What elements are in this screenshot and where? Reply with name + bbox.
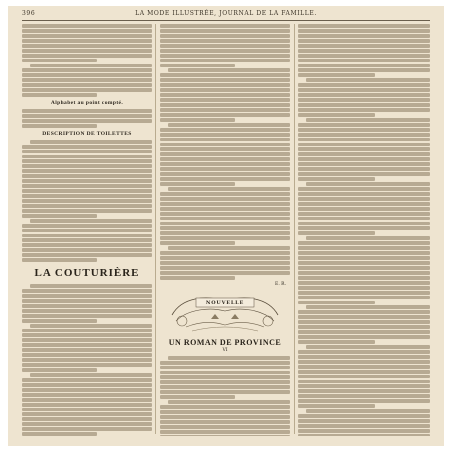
text-line (160, 152, 290, 156)
text-line (160, 88, 290, 92)
text-line (160, 182, 235, 186)
text-line (22, 189, 152, 193)
text-line (160, 54, 290, 58)
text-line (22, 39, 152, 43)
text-line (298, 172, 430, 176)
text-line (298, 226, 430, 230)
text-line (22, 88, 152, 92)
text-line (160, 361, 290, 365)
text-line (306, 305, 430, 309)
text-line (298, 177, 375, 181)
ornament-illustration (166, 291, 284, 335)
text-line (160, 29, 290, 33)
text-line (298, 39, 430, 43)
text-line (22, 333, 152, 337)
text-line (22, 294, 152, 298)
text-line (22, 253, 152, 257)
text-line (298, 399, 430, 403)
chapter-numeral: VI (222, 347, 228, 353)
text-line (22, 408, 152, 412)
text-line (160, 93, 290, 97)
text-line (298, 340, 375, 344)
text-line (160, 256, 290, 260)
text-line (160, 24, 290, 28)
text-line (22, 34, 152, 38)
text-line (22, 309, 152, 313)
text-line (298, 54, 430, 58)
text-line (22, 393, 152, 397)
text-line (160, 366, 290, 370)
text-line (22, 78, 152, 82)
text-line (298, 212, 430, 216)
text-line (298, 251, 430, 255)
roman-heading: UN ROMAN DE PROVINCE (168, 337, 282, 347)
text-line (298, 271, 430, 275)
text-line (30, 64, 152, 68)
text-line (298, 133, 430, 137)
text-line (168, 246, 290, 250)
text-line (298, 29, 430, 33)
text-line (30, 373, 152, 377)
text-line (22, 319, 97, 323)
text-line (22, 304, 152, 308)
text-line (160, 276, 235, 280)
text-line (160, 192, 290, 196)
text-line (160, 415, 290, 419)
text-line (298, 315, 430, 319)
text-line (298, 276, 430, 280)
text-line (298, 414, 430, 418)
text-line (160, 375, 290, 379)
text-line (22, 54, 152, 58)
text-line (160, 49, 290, 53)
text-line (298, 187, 430, 191)
header-rule (22, 20, 430, 21)
text-line (298, 192, 430, 196)
text-line (298, 207, 430, 211)
couturiere-heading: LA COUTURIÈRE (34, 267, 140, 280)
text-line (22, 363, 152, 367)
text-line (298, 404, 375, 408)
text-line (298, 128, 430, 132)
text-line (22, 59, 97, 63)
text-line (22, 83, 152, 87)
text-line (168, 187, 290, 191)
text-line (168, 400, 290, 404)
text-line (298, 222, 430, 226)
text-line (160, 395, 235, 399)
text-line (298, 162, 430, 166)
text-line (298, 98, 430, 102)
text-line (298, 231, 375, 235)
text-line (160, 113, 290, 117)
text-line (298, 152, 430, 156)
article-signature: E. R. (275, 281, 286, 287)
text-line (160, 212, 290, 216)
text-line (160, 251, 290, 255)
text-line (160, 271, 290, 275)
text-line (168, 356, 290, 360)
text-line (22, 398, 152, 402)
text-line (298, 83, 430, 87)
text-line (160, 380, 290, 384)
text-line (22, 388, 152, 392)
text-line (22, 155, 152, 159)
text-line (22, 204, 152, 208)
text-line (298, 384, 430, 388)
text-line (298, 266, 430, 270)
text-line (22, 248, 152, 252)
text-line (160, 103, 290, 107)
text-line (30, 140, 152, 144)
text-line (22, 353, 152, 357)
text-line (298, 147, 430, 151)
text-line (298, 93, 430, 97)
text-line (168, 68, 290, 72)
text-line (160, 425, 290, 429)
text-line (298, 73, 375, 77)
text-line (22, 329, 152, 333)
text-line (22, 93, 97, 97)
text-line (22, 73, 152, 77)
text-line (168, 123, 290, 127)
text-line (160, 39, 290, 43)
text-line (298, 49, 430, 53)
text-line (22, 174, 152, 178)
text-line (160, 162, 290, 166)
text-line (22, 403, 152, 407)
text-line (298, 24, 430, 28)
page-number: 396 (22, 10, 36, 17)
text-line (298, 217, 430, 221)
text-line (22, 159, 152, 163)
text-line (22, 29, 152, 33)
text-line (298, 419, 430, 423)
text-line (22, 314, 152, 318)
text-line (160, 217, 290, 221)
text-line (306, 345, 430, 349)
text-line (30, 324, 152, 328)
text-line (298, 291, 430, 295)
text-line (22, 124, 97, 128)
text-line (298, 434, 430, 436)
text-line (22, 179, 152, 183)
text-line (160, 157, 290, 161)
text-line (160, 78, 290, 82)
nouvelle-banner (166, 291, 284, 335)
text-line (160, 236, 290, 240)
text-line (298, 380, 430, 384)
alphabet-heading: Alphabet au point compté. (50, 100, 124, 107)
text-line (306, 118, 430, 122)
text-line (22, 378, 152, 382)
nouvelle-label: NOUVELLE (205, 299, 245, 306)
text-line (160, 371, 290, 375)
text-line (306, 182, 430, 186)
text-line (298, 365, 430, 369)
text-line (160, 147, 290, 151)
text-line (298, 143, 430, 147)
column-divider-right (294, 24, 295, 434)
text-line (160, 430, 290, 434)
toilettes-heading: DESCRIPTION DE TOILETTES (42, 130, 132, 137)
text-line (30, 219, 152, 223)
journal-title: LA MODE ILLUSTRÉE, JOURNAL DE LA FAMILLE. (135, 10, 317, 17)
text-line (22, 209, 152, 213)
text-line (22, 184, 152, 188)
text-line (160, 108, 290, 112)
text-line (22, 49, 152, 53)
text-line (298, 108, 430, 112)
text-line (298, 320, 430, 324)
text-line (298, 286, 430, 290)
text-line (22, 243, 152, 247)
text-line (306, 78, 430, 82)
text-line (160, 172, 290, 176)
text-line (160, 73, 290, 77)
text-line (298, 335, 430, 339)
text-line (160, 138, 290, 142)
column-left (22, 24, 152, 436)
text-line (298, 429, 430, 433)
text-line (298, 64, 430, 68)
text-line (22, 164, 152, 168)
text-line (22, 358, 152, 362)
text-line (22, 417, 152, 421)
text-line (298, 88, 430, 92)
text-line (298, 389, 430, 393)
text-line (30, 284, 152, 288)
text-line (22, 338, 152, 342)
text-line (298, 241, 430, 245)
text-line (306, 236, 430, 240)
text-line (298, 296, 430, 300)
text-line (298, 123, 430, 127)
text-line (298, 350, 430, 354)
text-line (160, 390, 290, 394)
text-line (298, 167, 430, 171)
text-line (160, 410, 290, 414)
text-line (22, 299, 152, 303)
journal-page (8, 6, 444, 446)
text-line (160, 241, 235, 245)
text-line (22, 194, 152, 198)
text-line (298, 375, 430, 379)
text-line (22, 224, 152, 228)
text-line (298, 281, 430, 285)
text-line (298, 157, 430, 161)
text-line (160, 231, 290, 235)
text-line (160, 435, 290, 436)
text-line (298, 113, 375, 117)
text-line (160, 133, 290, 137)
text-line (160, 167, 290, 171)
text-line (306, 409, 430, 413)
text-line (22, 199, 152, 203)
text-line (22, 109, 152, 113)
text-line (160, 197, 290, 201)
text-line (160, 118, 235, 122)
text-line (160, 128, 290, 132)
text-line (160, 385, 290, 389)
text-line (22, 412, 152, 416)
text-line (22, 432, 97, 436)
text-line (22, 68, 152, 72)
text-line (160, 226, 290, 230)
text-line (298, 138, 430, 142)
column-divider-left (155, 24, 156, 434)
text-line (22, 114, 152, 118)
text-line (298, 301, 375, 305)
text-line (22, 24, 152, 28)
text-line (298, 256, 430, 260)
text-line (22, 238, 152, 242)
text-line (298, 202, 430, 206)
text-line (22, 234, 152, 238)
text-line (22, 427, 152, 431)
text-line (298, 355, 430, 359)
text-line (160, 266, 290, 270)
text-line (22, 343, 152, 347)
text-line (160, 143, 290, 147)
text-line (22, 145, 152, 149)
text-line (22, 169, 152, 173)
text-line (160, 98, 290, 102)
text-line (160, 222, 290, 226)
text-line (298, 360, 430, 364)
column-middle (160, 24, 290, 436)
text-line (22, 368, 97, 372)
text-line (298, 197, 430, 201)
text-line (298, 394, 430, 398)
text-line (298, 310, 430, 314)
text-line (22, 348, 152, 352)
text-line (22, 383, 152, 387)
text-line (160, 261, 290, 265)
text-line (298, 103, 430, 107)
text-line (22, 229, 152, 233)
text-line (298, 59, 430, 63)
text-line (298, 246, 430, 250)
text-line (22, 258, 97, 262)
text-line (160, 202, 290, 206)
text-line (160, 420, 290, 424)
text-line (298, 325, 430, 329)
text-line (160, 34, 290, 38)
text-line (298, 44, 430, 48)
text-line (298, 261, 430, 265)
text-line (22, 422, 152, 426)
text-line (22, 44, 152, 48)
text-line (160, 83, 290, 87)
text-line (22, 150, 152, 154)
text-line (22, 119, 152, 123)
text-line (160, 207, 290, 211)
text-line (298, 34, 430, 38)
text-line (298, 424, 430, 428)
text-line (22, 289, 152, 293)
text-line (160, 44, 290, 48)
text-line (160, 405, 290, 409)
text-line (298, 68, 430, 72)
text-line (298, 330, 430, 334)
text-line (160, 59, 290, 63)
text-line (160, 177, 290, 181)
text-line (160, 64, 235, 68)
text-line (298, 370, 430, 374)
column-right (298, 24, 430, 436)
text-line (22, 214, 97, 218)
